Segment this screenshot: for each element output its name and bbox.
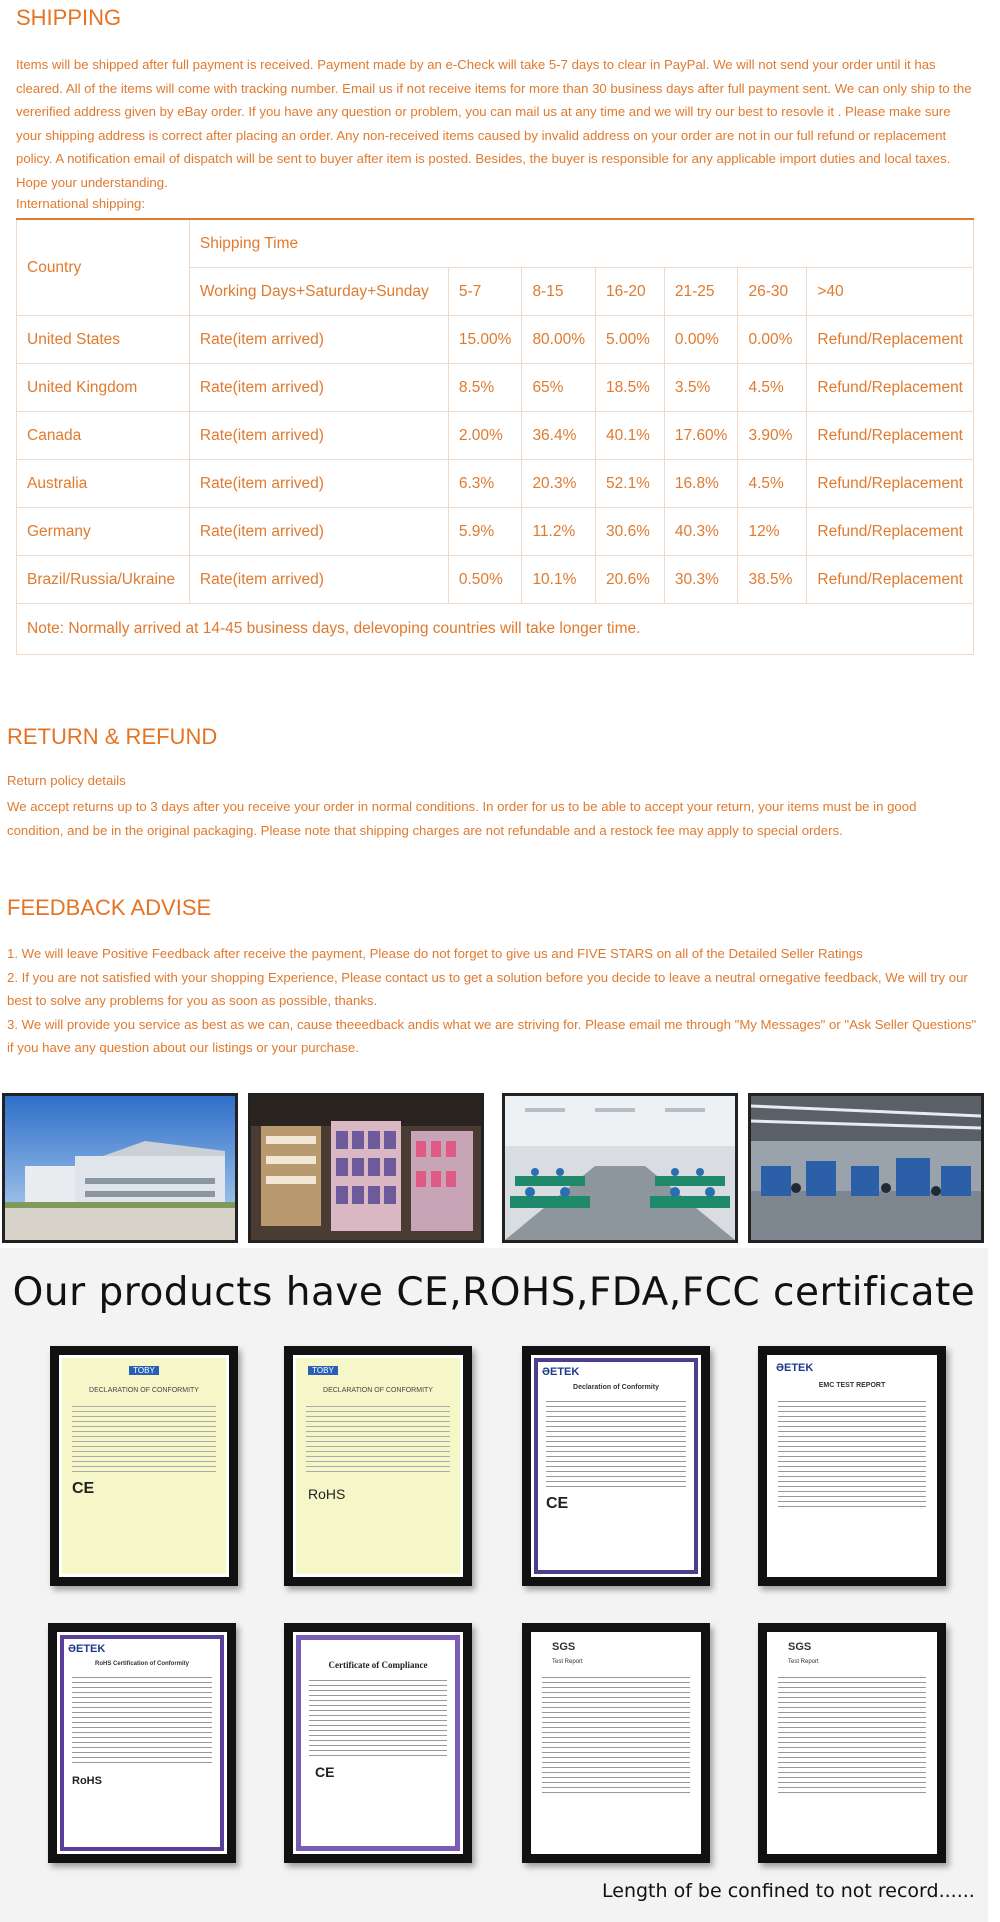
certificate-mark: RoHS: [308, 1486, 346, 1502]
value-cell: 4.5%: [738, 460, 807, 508]
value-cell: 65%: [522, 364, 596, 412]
value-cell: 0.00%: [664, 316, 738, 364]
certificate-mark: CE: [546, 1495, 569, 1512]
value-cell: 30.6%: [596, 508, 665, 556]
certificate-frame: [522, 1623, 710, 1863]
factory-photo-strip: [2, 1093, 984, 1243]
list-item: 2. If you are not satisfied with your shopping Experience, Please contact us to get a solution before you decide to leave a neutral ornegative feedback, We will try our best to solve any problems for you as soon as possible, thanks.: [7, 969, 968, 1008]
value-cell: Refund/Replacement: [807, 316, 974, 364]
country-cell: United States: [17, 316, 190, 364]
value-cell: 2.00%: [448, 412, 522, 460]
certificate-footer-note: Length of be confined to not record......: [602, 1880, 975, 1902]
certificate-title: Certificate of Compliance: [328, 1660, 428, 1670]
value-cell: 52.1%: [596, 460, 665, 508]
certificate-title: Test Report: [788, 1659, 819, 1665]
table-header-row: [17, 219, 974, 268]
value-cell: 6.3%: [448, 460, 522, 508]
table-row: [17, 316, 974, 364]
certificate-brand: SGS: [552, 1641, 576, 1653]
feedback-title: FEEDBACK ADVISE: [7, 895, 212, 920]
table-row: [17, 364, 974, 412]
table-row: [17, 460, 974, 508]
return-refund-title: RETURN & REFUND: [7, 724, 218, 749]
country-header: Country: [17, 219, 190, 316]
assembly-line-photo: [502, 1093, 738, 1243]
column-header: 5-7: [448, 268, 522, 316]
column-header: >40: [807, 268, 974, 316]
column-header: 21-25: [664, 268, 738, 316]
value-cell: 3.5%: [664, 364, 738, 412]
shipping-paragraph: Items will be shipped after full payment is received. Payment made by an e-Check will take 5-7 days to clear in PayPal. We will not send your order until it has cleared. All of the items will come with tracking number. Email us if not receive items for more than 30 business days after full payment sent. We can only ship to the vererified address given by eBay order. If you have any question or problem, you can mail us at any time and we will try our best to resovle it . Please make sure your shipping address is correct after placing an order. Any non-received items caused by invalid address on your order are not in our full refund or replacement policy. A notification email of dispatch will be sent to buyer after item is posted. Besides, the buyer is responsible for any applicable import duties and local taxes. Hope your understanding.: [16, 57, 972, 190]
value-cell: 80.00%: [522, 316, 596, 364]
rate-cell: Rate(item arrived): [189, 364, 448, 412]
value-cell: Refund/Replacement: [807, 556, 974, 604]
value-cell: 0.50%: [448, 556, 522, 604]
international-shipping-label: International shipping:: [16, 196, 146, 211]
certificate-frame: [284, 1346, 472, 1586]
certificate-frame: [758, 1623, 946, 1863]
certificate-frame: [48, 1623, 236, 1863]
value-cell: 20.3%: [522, 460, 596, 508]
table-row: [17, 556, 974, 604]
certificate-title: RoHS Certification of Conformity: [95, 1661, 189, 1667]
rate-cell: Rate(item arrived): [189, 460, 448, 508]
value-cell: 5.9%: [448, 508, 522, 556]
certificate-brand: TOBY: [308, 1366, 338, 1375]
certificate-brand: TOBY: [129, 1366, 159, 1375]
value-cell: 12%: [738, 508, 807, 556]
certificate-frame: [50, 1346, 238, 1586]
feedback-list: [7, 942, 982, 1060]
certificate-brand: [301, 1640, 455, 1654]
return-policy-paragraph: We accept returns up to 3 days after you receive your order in normal conditions. In order for us to be able to accept your return, your items must be in good condition, and be in the original packaging. Please note that shipping charges are not refundable and a restock fee may apply to special orders.: [7, 799, 917, 838]
shipping-title: SHIPPING: [16, 5, 122, 30]
list-item: 3. We will provide you service as best as we can, cause theeedback andis what we are striving for. Please email me through "My Messages" or "Ask Seller Questions" if you have any question about our listings or your purchase.: [7, 1016, 977, 1055]
value-cell: 0.00%: [738, 316, 807, 364]
list-item: 1. We will leave Positive Feedback after receive the payment, Please do not forget to give us and FIVE STARS on all of the Detailed Seller Ratings: [7, 946, 863, 961]
certificate-mark: RoHS: [72, 1775, 102, 1787]
certificate-title: Test Report: [552, 1659, 583, 1665]
value-cell: 36.4%: [522, 412, 596, 460]
table-note-row: [17, 604, 974, 655]
factory-building-photo: [2, 1093, 238, 1243]
certificate-document: [770, 1358, 934, 1574]
certificate-frame: [284, 1623, 472, 1863]
certificate-title: DECLARATION OF CONFORMITY: [89, 1387, 199, 1394]
column-header: 26-30: [738, 268, 807, 316]
country-cell: United Kingdom: [17, 364, 190, 412]
column-header: 8-15: [522, 268, 596, 316]
value-cell: 11.2%: [522, 508, 596, 556]
shipping-note: Note: Normally arrived at 14-45 business days, delevoping countries will take longer time.: [17, 604, 974, 655]
certificate-frame: [522, 1346, 710, 1586]
rate-cell: Rate(item arrived): [189, 412, 448, 460]
certificate-title: EMC TEST REPORT: [818, 1382, 886, 1389]
certificate-document: [770, 1635, 934, 1851]
certificate-document: [534, 1358, 698, 1574]
value-cell: 4.5%: [738, 364, 807, 412]
value-cell: Refund/Replacement: [807, 412, 974, 460]
certificate-title: Declaration of Conformity: [573, 1384, 659, 1391]
certificate-document: [534, 1635, 698, 1851]
certificate-document: [62, 1358, 226, 1574]
certificate-document: [296, 1358, 460, 1574]
shipping-table: [16, 218, 974, 655]
certificate-title: DECLARATION OF CONFORMITY: [323, 1387, 433, 1394]
value-cell: Refund/Replacement: [807, 364, 974, 412]
store-shelves-photo: [248, 1093, 484, 1243]
value-cell: 10.1%: [522, 556, 596, 604]
country-cell: Germany: [17, 508, 190, 556]
factory-floor-photo: [748, 1093, 984, 1243]
table-row: [17, 412, 974, 460]
value-cell: 18.5%: [596, 364, 665, 412]
value-cell: 15.00%: [448, 316, 522, 364]
value-cell: Refund/Replacement: [807, 508, 974, 556]
value-cell: 38.5%: [738, 556, 807, 604]
country-cell: Canada: [17, 412, 190, 460]
certificate-heading: Our products have CE,ROHS,FDA,FCC certificate: [12, 1270, 976, 1315]
certificate-frame: [758, 1346, 946, 1586]
value-cell: 40.1%: [596, 412, 665, 460]
certificate-panel: [0, 1248, 988, 1922]
value-cell: 5.00%: [596, 316, 665, 364]
certificate-brand: SGS: [788, 1641, 812, 1653]
value-cell: 40.3%: [664, 508, 738, 556]
value-cell: 20.6%: [596, 556, 665, 604]
shipping-time-header: Shipping Time: [189, 219, 973, 268]
certificate-brand: ƏETEK: [542, 1366, 580, 1378]
value-cell: 30.3%: [664, 556, 738, 604]
certificate-mark: CE: [315, 1764, 335, 1780]
certificate-brand: ƏETEK: [68, 1643, 106, 1655]
value-cell: 3.90%: [738, 412, 807, 460]
value-cell: 16.8%: [664, 460, 738, 508]
value-cell: 8.5%: [448, 364, 522, 412]
table-row: [17, 508, 974, 556]
country-cell: Brazil/Russia/Ukraine: [17, 556, 190, 604]
certificate-document: [296, 1635, 460, 1851]
certificate-mark: CE: [72, 1480, 95, 1497]
value-cell: 17.60%: [664, 412, 738, 460]
certificate-document: [60, 1635, 224, 1851]
column-header: 16-20: [596, 268, 665, 316]
working-days-header: Working Days+Saturday+Sunday: [189, 268, 448, 316]
rate-cell: Rate(item arrived): [189, 316, 448, 364]
rate-cell: Rate(item arrived): [189, 556, 448, 604]
value-cell: Refund/Replacement: [807, 460, 974, 508]
country-cell: Australia: [17, 460, 190, 508]
return-policy-subtitle: Return policy details: [7, 773, 126, 788]
certificate-brand: ƏETEK: [776, 1362, 814, 1374]
rate-cell: Rate(item arrived): [189, 508, 448, 556]
